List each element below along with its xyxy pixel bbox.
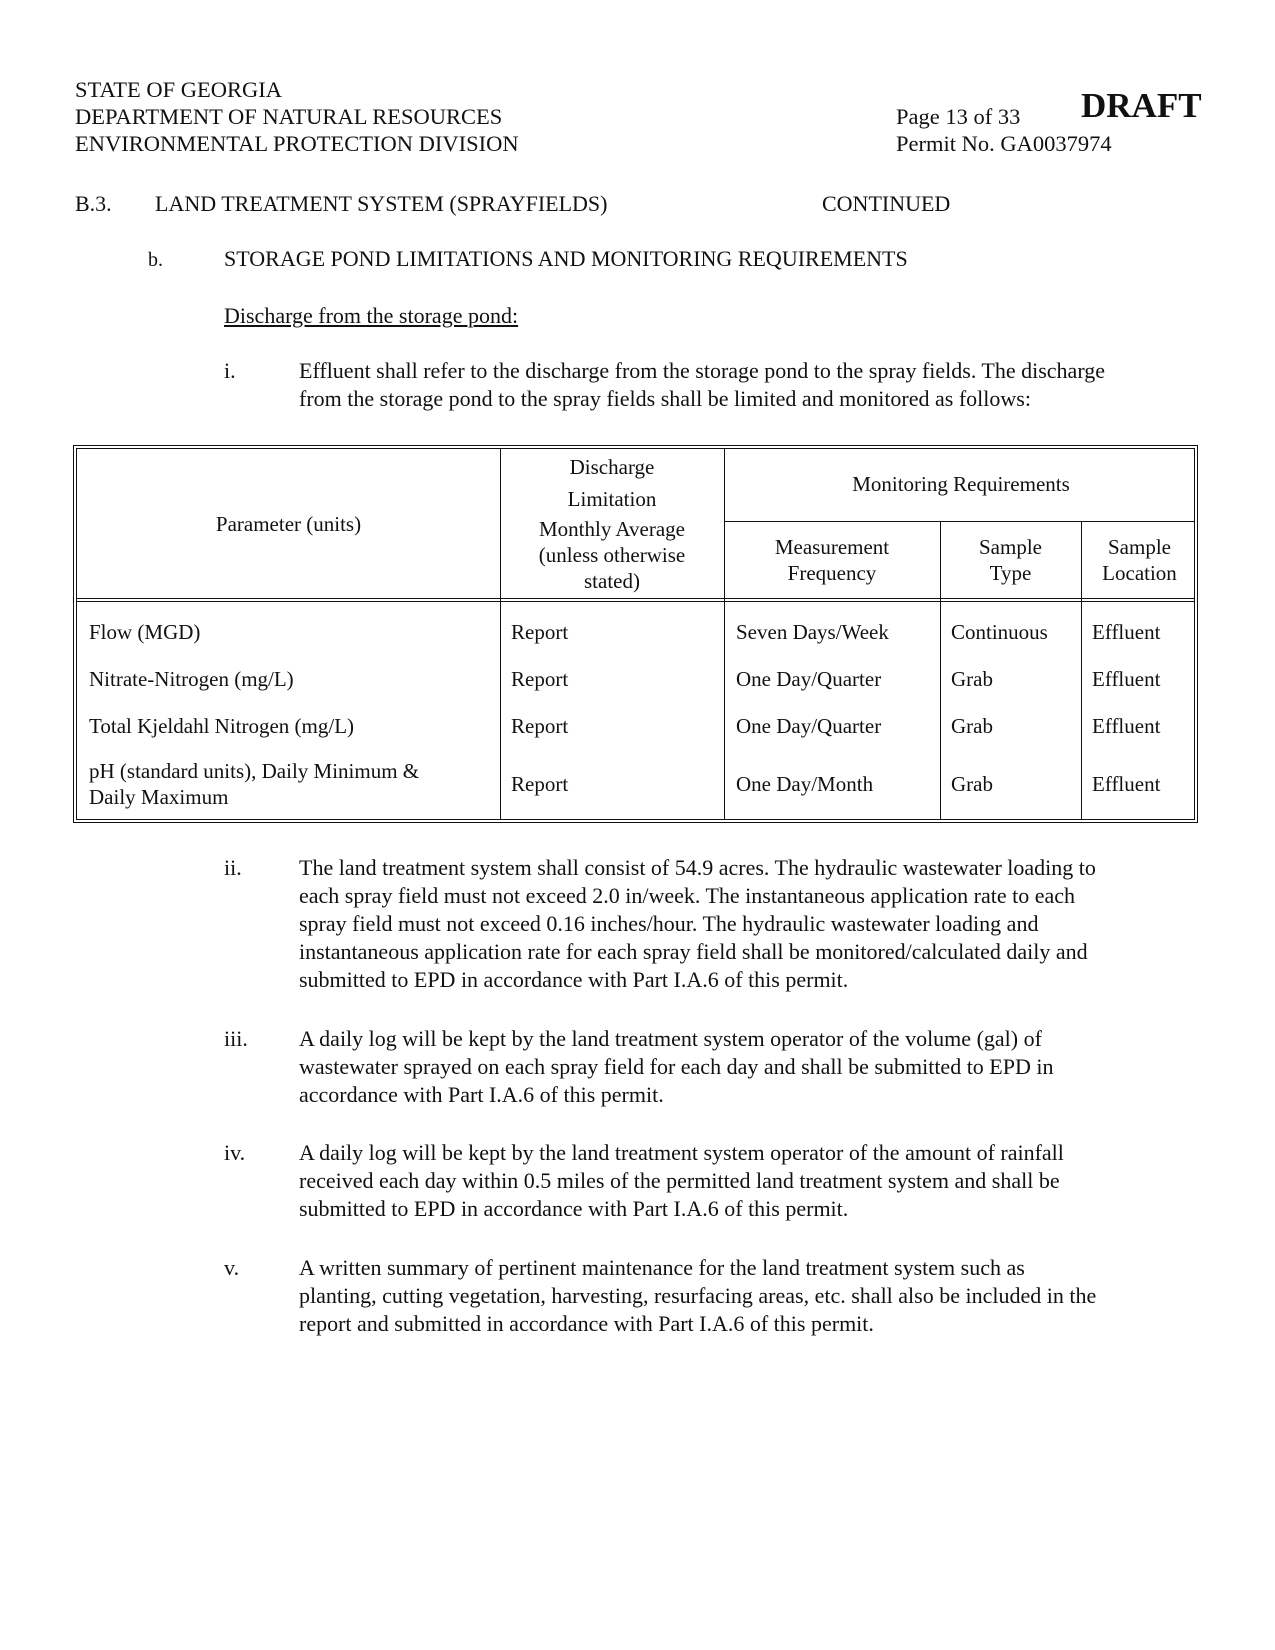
row-sample-location: Effluent	[1092, 667, 1161, 691]
row-parameter	[89, 758, 419, 810]
text-line: instantaneous application rate for each spray field shall be monitored/calculated daily and	[299, 939, 1088, 964]
item-number: iii.	[224, 1026, 248, 1051]
row-parameter: Flow (MGD)	[89, 620, 201, 644]
row-frequency: Seven Days/Week	[736, 620, 889, 644]
text-line: The land treatment system shall consist of 54.9 acres. The hydraulic wastewater loading to	[299, 855, 1096, 880]
text-line: submitted to EPD in accordance with Part I.A.6 of this permit.	[299, 1196, 849, 1221]
text-line: accordance with Part I.A.6 of this permit.	[299, 1082, 664, 1107]
item-text	[299, 1139, 1196, 1223]
section-title: LAND TREATMENT SYSTEM (SPRAYFIELDS)	[155, 191, 608, 216]
row-sample-type: Grab	[951, 772, 993, 796]
header-line: Type	[989, 561, 1032, 585]
row-parameter: Total Kjeldahl Nitrogen (mg/L)	[89, 714, 355, 738]
subsection-letter: b.	[148, 249, 163, 271]
header-line: Sample	[1108, 535, 1171, 559]
row-parameter: Nitrate-Nitrogen (mg/L)	[89, 667, 294, 691]
header-line: (unless otherwise	[538, 543, 686, 567]
parameter-line: pH (standard units), Daily Minimum &	[89, 759, 420, 783]
item-text	[299, 1025, 1196, 1109]
text-line: A daily log will be kept by the land treatment system operator of the amount of rainfall	[299, 1140, 1064, 1165]
item-number: ii.	[224, 855, 242, 880]
parameter-line: Daily Maximum	[89, 785, 229, 809]
row-sample-location: Effluent	[1092, 714, 1161, 738]
header-line: Location	[1102, 561, 1177, 585]
row-sample-type: Grab	[951, 714, 993, 738]
row-sample-type: Grab	[951, 667, 993, 691]
row-limit: Report	[511, 772, 569, 796]
text-line: from the storage pond to the spray fields shall be limited and monitored as follows:	[299, 386, 1031, 411]
agency-header	[75, 76, 519, 157]
item-number: i.	[224, 358, 236, 383]
text-line: submitted to EPD in accordance with Part I.A.6 of this permit.	[299, 967, 849, 992]
agency-line: DEPARTMENT OF NATURAL RESOURCES	[75, 104, 503, 129]
page-number: Page 13 of 33	[896, 104, 1021, 129]
row-sample-location: Effluent	[1092, 772, 1161, 796]
text-line: spray field must not exceed 0.16 inches/hour. The hydraulic wastewater loading and	[299, 911, 1039, 936]
header-line: stated)	[584, 569, 640, 593]
limitation-subheader	[500, 516, 724, 594]
parameter-header: Parameter (units)	[215, 512, 362, 536]
row-limit: Report	[511, 667, 569, 691]
discharge-heading: Discharge from the storage pond:	[224, 303, 519, 328]
row-frequency: One Day/Quarter	[736, 667, 882, 691]
row-frequency: One Day/Quarter	[736, 714, 882, 738]
header-divider	[724, 521, 1194, 522]
sample-location-header	[1081, 534, 1198, 586]
header-line: Limitation	[567, 487, 657, 511]
row-sample-location: Effluent	[1092, 620, 1161, 644]
limits-table	[73, 445, 1198, 823]
row-sample-type: Continuous	[951, 620, 1048, 644]
row-limit: Report	[511, 714, 569, 738]
header-line: Discharge	[569, 455, 655, 479]
text-line: planting, cutting vegetation, harvesting, resurfacing areas, etc. shall also be included in the	[299, 1283, 1097, 1308]
agency-line: ENVIRONMENTAL PROTECTION DIVISION	[75, 131, 519, 156]
header-line: Measurement	[774, 535, 890, 559]
text-line: report and submitted in accordance with Part I.A.6 of this permit.	[299, 1311, 874, 1336]
header-line: Frequency	[787, 561, 877, 585]
header-body-divider	[77, 598, 1194, 602]
sample-type-header	[940, 534, 1081, 586]
row-limit: Report	[511, 620, 569, 644]
text-line: received each day within 0.5 miles of the permitted land treatment system and shall be	[299, 1168, 1060, 1193]
limitation-header	[500, 451, 724, 515]
subsection-title: STORAGE POND LIMITATIONS AND MONITORING REQUIREMENTS	[224, 246, 908, 271]
row-frequency: One Day/Month	[736, 772, 874, 796]
column-divider	[724, 449, 725, 819]
text-line: A daily log will be kept by the land treatment system operator of the volume (gal) of	[299, 1026, 1042, 1051]
header-line: Monthly Average	[539, 517, 685, 541]
permit-number: Permit No. GA0037974	[896, 131, 1112, 156]
text-line: A written summary of pertinent maintenance for the land treatment system such as	[299, 1255, 1025, 1280]
item-text	[299, 357, 1196, 413]
text-line: Effluent shall refer to the discharge from the storage pond to the spray fields. The discharge	[299, 358, 1106, 383]
item-number: iv.	[224, 1140, 246, 1165]
draft-label: DRAFT	[1081, 86, 1202, 125]
header-line: Sample	[979, 535, 1042, 559]
text-line: wastewater sprayed on each spray field for each day and shall be submitted to EPD in	[299, 1054, 1054, 1079]
item-text	[299, 1254, 1196, 1338]
page-info	[896, 103, 1112, 157]
item-number: v.	[224, 1255, 240, 1280]
text-line: each spray field must not exceed 2.0 in/week. The instantaneous application rate to each	[299, 883, 1076, 908]
monitoring-header: Monitoring Requirements	[852, 472, 1070, 496]
section-number: B.3.	[75, 191, 112, 216]
frequency-header	[724, 534, 940, 586]
section-continued: CONTINUED	[822, 191, 951, 216]
agency-line: STATE OF GEORGIA	[75, 77, 282, 102]
item-text	[299, 854, 1196, 994]
